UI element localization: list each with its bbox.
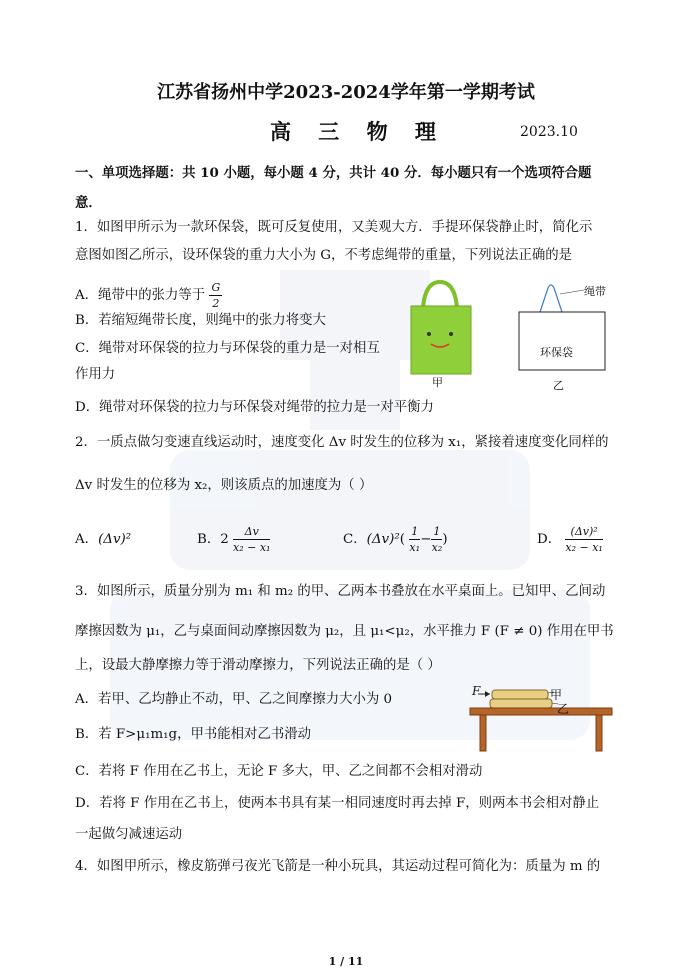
q1-option-d: D．绳带对环保袋的拉力与环保袋对绳带的拉力是一对平衡力: [75, 400, 434, 415]
q2-option-a-expr: (Δv)²: [98, 532, 132, 547]
q1-figure-label-jia: 甲: [432, 376, 443, 389]
q1-figure-label-yi: 乙: [553, 379, 564, 392]
q1-figure-bag-label: 环保袋: [540, 346, 573, 359]
q3-option-b: B．若 F>μ₁m₁g，甲书能相对乙书滑动: [75, 727, 312, 742]
q2-option-a-label: A．: [75, 532, 99, 547]
q3-stem-line2: 摩擦因数为 μ₁，乙与桌面间动摩擦因数为 μ₂，且 μ₁<μ₂，水平推力 F (F ≠ 0) 作用在甲书: [75, 624, 614, 639]
q1-option-a-text: A．绳带中的张力等于: [75, 288, 206, 303]
q2-option-b-den: x₂ − x₁: [233, 541, 271, 554]
q2-option-c-frac2: [431, 524, 442, 555]
q2-stem-line2: Δv 时发生的位移为 x₂，则该质点的加速度为（ ）: [75, 478, 373, 493]
q2-option-d: [537, 524, 603, 555]
exam-date: 2023.10: [520, 124, 578, 140]
q3-figure-jia: 甲: [550, 688, 563, 702]
q2-option-c-label: C．: [343, 532, 367, 547]
q3-option-d-cont: 一起做匀减速运动: [75, 827, 183, 842]
q3-option-a: A．若甲、乙均静止不动，甲、乙之间摩擦力大小为 0: [75, 692, 393, 707]
q3-stem-line3: 上，设最大静摩擦力等于滑动摩擦力，下列说法正确的是（ ）: [75, 658, 441, 673]
q2-option-c-frac1-den: x₁: [409, 541, 420, 554]
q1-option-a-fraction: [209, 280, 222, 311]
q2-option-c-expr: (Δv)²: [366, 532, 400, 547]
q2-option-b-fraction: [233, 524, 270, 555]
q1-stem-line2: 意图如图乙所示，设环保袋的重力大小为 G，不考虑绳带的重量，下列说法正确的是: [75, 248, 573, 263]
q1-option-a-num: G: [211, 281, 221, 294]
q3-figure-books-table: [466, 684, 616, 754]
q1-option-a-den: 2: [212, 297, 220, 310]
q4-stem-line1: 4．如图甲所示，橡皮筋弹弓夜光飞箭是一种小玩具，其运动过程可简化为：质量为 m 的: [75, 859, 601, 874]
q2-option-c-frac2-num: 1: [433, 525, 441, 538]
q1-option-c-cont: 作用力: [75, 367, 116, 382]
q2-option-d-num: (Δv)²: [565, 524, 602, 540]
q1-figure-bag-photo: [405, 278, 475, 388]
q2-option-b: [197, 524, 270, 555]
q2-option-c-frac1: [409, 524, 420, 555]
q2-option-c: C．(Δv)²( $\frac{1}{\text{x₁}}$ − $\frac{1}{\text{x₂}}$ ): [343, 525, 448, 554]
section-heading-cont: 意．: [75, 195, 102, 211]
q2-option-c-frac1-num: 1: [411, 525, 419, 538]
q2-options: [75, 524, 617, 558]
q2-option-d-fraction: [565, 524, 602, 555]
q2-stem-line1: 2．一质点做匀变速直线运动时，速度变化 Δv 时发生的位移为 x₁，紧接着速度变化同样的: [75, 435, 609, 450]
q1-stem-line1: 1．如图甲所示为一款环保袋，既可反复使用，又美观大方．手提环保袋静止时，简化示: [75, 220, 593, 235]
q1-option-c: C．绳带对环保袋的拉力与环保袋的重力是一对相互: [75, 341, 380, 356]
q2-option-b-num: Δv: [233, 524, 270, 540]
q2-option-d-den: x₂ − x₁: [565, 541, 603, 554]
q3-option-d: D．若将 F 作用在乙书上，使两本书具有某一相同速度时再去掉 F，则两本书会相对静止: [75, 796, 600, 811]
q3-figure-F: F: [472, 684, 481, 698]
q2-option-a: [75, 530, 131, 550]
q2-option-b-coef: 2: [220, 532, 229, 547]
subject-title: 高 三 物 理: [270, 119, 446, 144]
section-heading: 一、单项选择题：共 10 小题，每小题 4 分，共计 40 分．每小题只有一个选项符合题: [75, 165, 592, 181]
q1-option-b: B．若缩短绳带长度，则绳中的张力将变大: [75, 313, 326, 328]
q2-option-b-label: B．: [197, 532, 221, 547]
q3-figure-yi: 乙: [557, 702, 570, 716]
q3-stem-line1: 3．如图所示，质量分别为 m₁ 和 m₂ 的甲、乙两本书叠放在水平桌面上。已知甲、乙间动: [75, 584, 606, 599]
exam-title: 江苏省扬州中学2023-2024学年第一学期考试: [157, 82, 535, 103]
page-number: 1 / 11: [328, 955, 364, 968]
q3-option-c: C．若将 F 作用在乙书上，无论 F 多大，甲、乙之间都不会相对滑动: [75, 764, 483, 779]
q2-option-c-frac2-den: x₂: [431, 541, 443, 554]
q1-figure-rope-label: 绳带: [584, 285, 606, 298]
q2-option-d-label: D．: [537, 532, 562, 547]
